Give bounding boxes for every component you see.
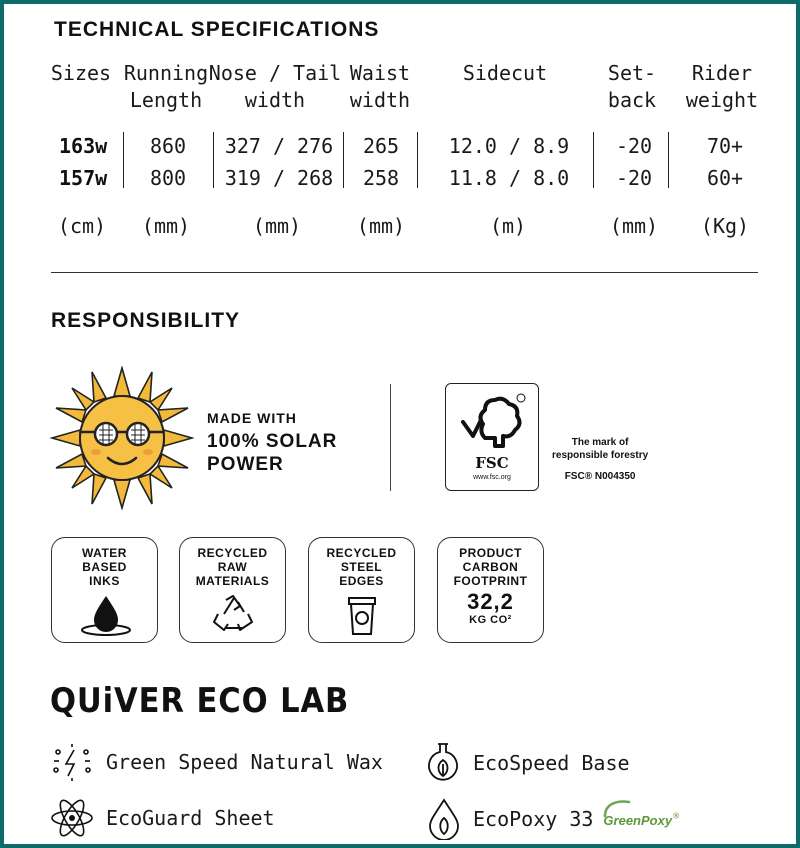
- eco-item-label: EcoPoxy 33: [473, 807, 594, 831]
- fsc-logo: [445, 383, 539, 491]
- eco-item-base: [425, 742, 630, 784]
- eco-item-poxy: [427, 798, 680, 840]
- water-inks-badge: WATER BASED INKS: [51, 537, 158, 643]
- length-value: 800: [149, 166, 187, 190]
- eco-item-label: Green Speed Natural Wax: [106, 750, 383, 774]
- drop-leaf-icon: [427, 798, 461, 840]
- unit-label: (mm): [609, 214, 659, 238]
- column-divider: [668, 132, 669, 188]
- weight-value: 70+: [706, 134, 744, 158]
- unit-label: (m): [489, 214, 527, 238]
- carbon-footprint-badge: PRODUCT CARBON FOOTPRINT 32,2 KG CO²: [437, 537, 544, 643]
- weight-value: 60+: [706, 166, 744, 190]
- setback-value: -20: [615, 166, 653, 190]
- size-label: 157w: [59, 166, 108, 190]
- nose-tail-value: 327 / 276: [224, 134, 334, 158]
- greenpoxy-logo: GreenPoxy®: [603, 810, 680, 829]
- col-waist-width: Waist width: [349, 61, 411, 112]
- responsibility-title: RESPONSIBILITY: [51, 309, 241, 332]
- eco-item-wax: [50, 742, 383, 782]
- column-divider: [417, 132, 418, 188]
- size-label: 163w: [59, 134, 108, 158]
- column-divider: [123, 132, 124, 188]
- vertical-divider: [390, 384, 391, 491]
- recycled-edges-badge: RECYCLED STEEL EDGES: [308, 537, 415, 643]
- bin-icon: [345, 594, 379, 638]
- fsc-tree-icon: [459, 392, 527, 452]
- setback-value: -20: [615, 134, 653, 158]
- eco-item-sheet: [50, 798, 275, 838]
- col-rider-weight: Rider weight: [685, 61, 759, 112]
- sun-icon: [50, 366, 194, 510]
- water-drop-icon: [78, 594, 134, 636]
- section-divider: [51, 272, 758, 273]
- sidecut-value: 11.8 / 8.0: [448, 166, 570, 190]
- unit-label: (mm): [356, 214, 406, 238]
- waist-value: 258: [362, 166, 400, 190]
- length-value: 860: [149, 134, 187, 158]
- recycle-icon: [210, 594, 256, 636]
- fsc-note: The mark of responsible forestry FSC® N004350: [552, 437, 649, 482]
- fsc-url: www.fsc.org: [473, 474, 511, 481]
- eco-lab-title: QUiVER ECO LAB: [50, 681, 350, 721]
- sidecut-value: 12.0 / 8.9: [448, 134, 570, 158]
- carbon-unit: KG CO²: [469, 614, 512, 626]
- tech-spec-title: TECHNICAL SPECIFICATIONS: [54, 18, 380, 41]
- unit-label: (mm): [252, 214, 302, 238]
- unit-label: (cm): [57, 214, 107, 238]
- eco-item-label: EcoGuard Sheet: [106, 806, 275, 830]
- flask-leaf-icon: [425, 742, 461, 784]
- nose-tail-value: 319 / 268: [224, 166, 334, 190]
- col-nose-tail-width: Nose / Tail width: [208, 61, 342, 112]
- column-divider: [213, 132, 214, 188]
- eco-item-label: EcoSpeed Base: [473, 751, 630, 775]
- fsc-logo-text: FSC: [475, 454, 509, 472]
- carbon-value: 32,2: [467, 589, 514, 614]
- col-sidecut: Sidecut: [462, 61, 548, 85]
- unit-label: (mm): [141, 214, 191, 238]
- column-divider: [343, 132, 344, 188]
- unit-label: (Kg): [700, 214, 750, 238]
- col-sizes: Sizes: [50, 61, 112, 85]
- col-setback: Set- back: [607, 61, 657, 112]
- waist-value: 265: [362, 134, 400, 158]
- sparkle-bolt-icon: [50, 742, 94, 782]
- atom-icon: [50, 798, 94, 838]
- solar-power-text: MADE WITH 100% SOLAR POWER: [207, 410, 338, 475]
- col-running-length: Running Length: [123, 61, 209, 112]
- column-divider: [593, 132, 594, 188]
- greenpoxy-swoosh-icon: [601, 798, 631, 818]
- recycled-materials-badge: RECYCLED RAW MATERIALS: [179, 537, 286, 643]
- fsc-code: FSC® N004350: [564, 471, 636, 482]
